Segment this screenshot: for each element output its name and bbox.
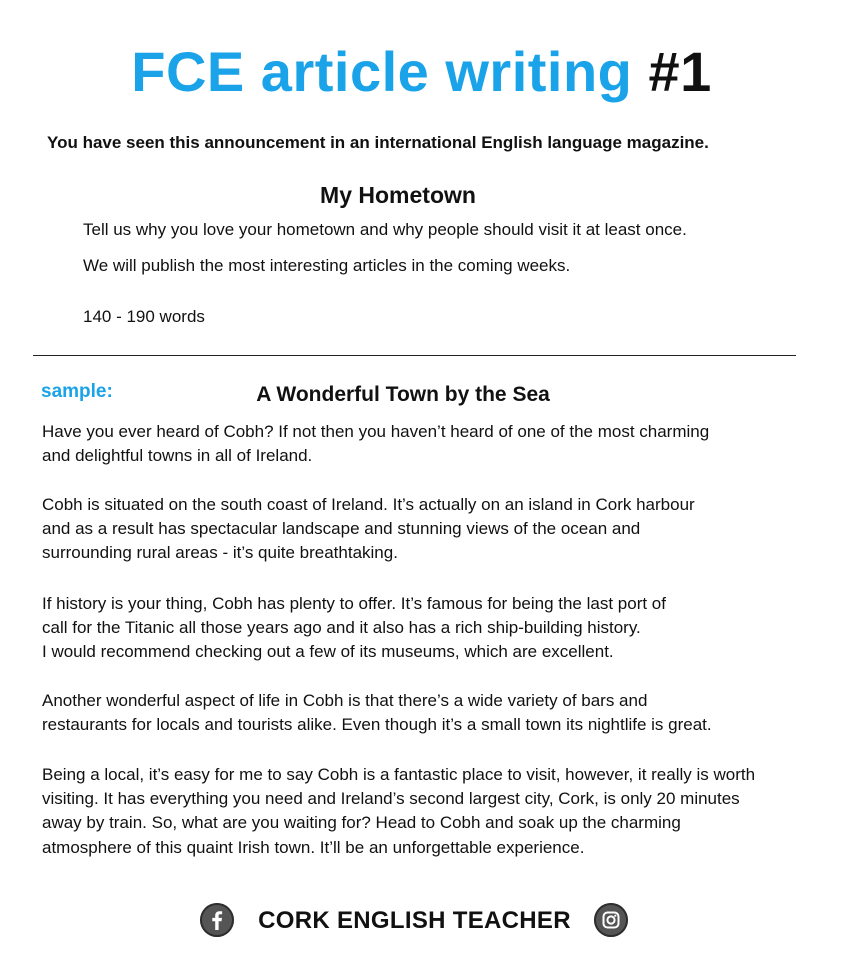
paragraph-line: surrounding rural areas - it’s quite breathtaking. xyxy=(42,543,398,563)
paragraph-line: away by train. So, what are you waiting for? Head to Cobh and soak up the charming xyxy=(42,813,681,833)
paragraph-line: call for the Titanic all those years ago and it also has a rich ship-building history. xyxy=(42,618,641,638)
brand-name: CORK ENGLISH TEACHER xyxy=(258,907,571,934)
sample-paragraph xyxy=(42,689,832,737)
prompt-title: My Hometown xyxy=(320,182,476,208)
sample-paragraph xyxy=(42,592,832,665)
paragraph-line: and delightful towns in all of Ireland. xyxy=(42,446,313,466)
title-number: #1 xyxy=(648,40,712,103)
page-title xyxy=(0,40,843,104)
sample-label: sample: xyxy=(41,381,113,402)
paragraph-line: If history is your thing, Cobh has plenty to offer. It’s famous for being the last port of xyxy=(42,594,666,613)
sample-paragraph xyxy=(42,420,832,468)
paragraph-line: Another wonderful aspect of life in Cobh is that there’s a wide variety of bars and xyxy=(42,691,648,710)
sample-paragraph xyxy=(42,763,832,860)
paragraph-line: and as a result has spectacular landscape and stunning views of the ocean and xyxy=(42,519,641,539)
sample-title: A Wonderful Town by the Sea xyxy=(256,383,550,406)
paragraph-line: restaurants for locals and tourists alike. Even though it’s a small town its nightlife is great. xyxy=(42,715,712,735)
paragraph-line: visiting. It has everything you need and Ireland’s second largest city, Cork, is only 20 minutes xyxy=(42,789,740,809)
paragraph-line: atmosphere of this quaint Irish town. It’ll be an unforgettable experience. xyxy=(42,837,585,857)
paragraph-line: I would recommend checking out a few of its museums, which are excellent. xyxy=(42,642,614,662)
footer xyxy=(0,901,843,941)
instagram-icon[interactable] xyxy=(594,903,628,937)
paragraph-line: Cobh is situated on the south coast of Ireland. It’s actually on an island in Cork harbour xyxy=(42,495,695,514)
prompt-line: Tell us why you love your hometown and why people should visit it at least once. xyxy=(83,220,687,239)
section-divider xyxy=(33,355,796,356)
paragraph-line: Being a local, it’s easy for me to say Cobh is a fantastic place to visit, however, it really is worth xyxy=(42,765,756,784)
title-main: FCE article writing xyxy=(131,40,633,103)
word-count: 140 - 190 words xyxy=(83,307,205,326)
sample-paragraph xyxy=(42,493,832,566)
paragraph-line: Have you ever heard of Cobh? If not then you haven’t heard of one of the most charming xyxy=(42,422,710,441)
prompt-line: We will publish the most interesting articles in the coming weeks. xyxy=(83,256,571,275)
task-intro: You have seen this announcement in an international English language magazine. xyxy=(47,133,709,152)
